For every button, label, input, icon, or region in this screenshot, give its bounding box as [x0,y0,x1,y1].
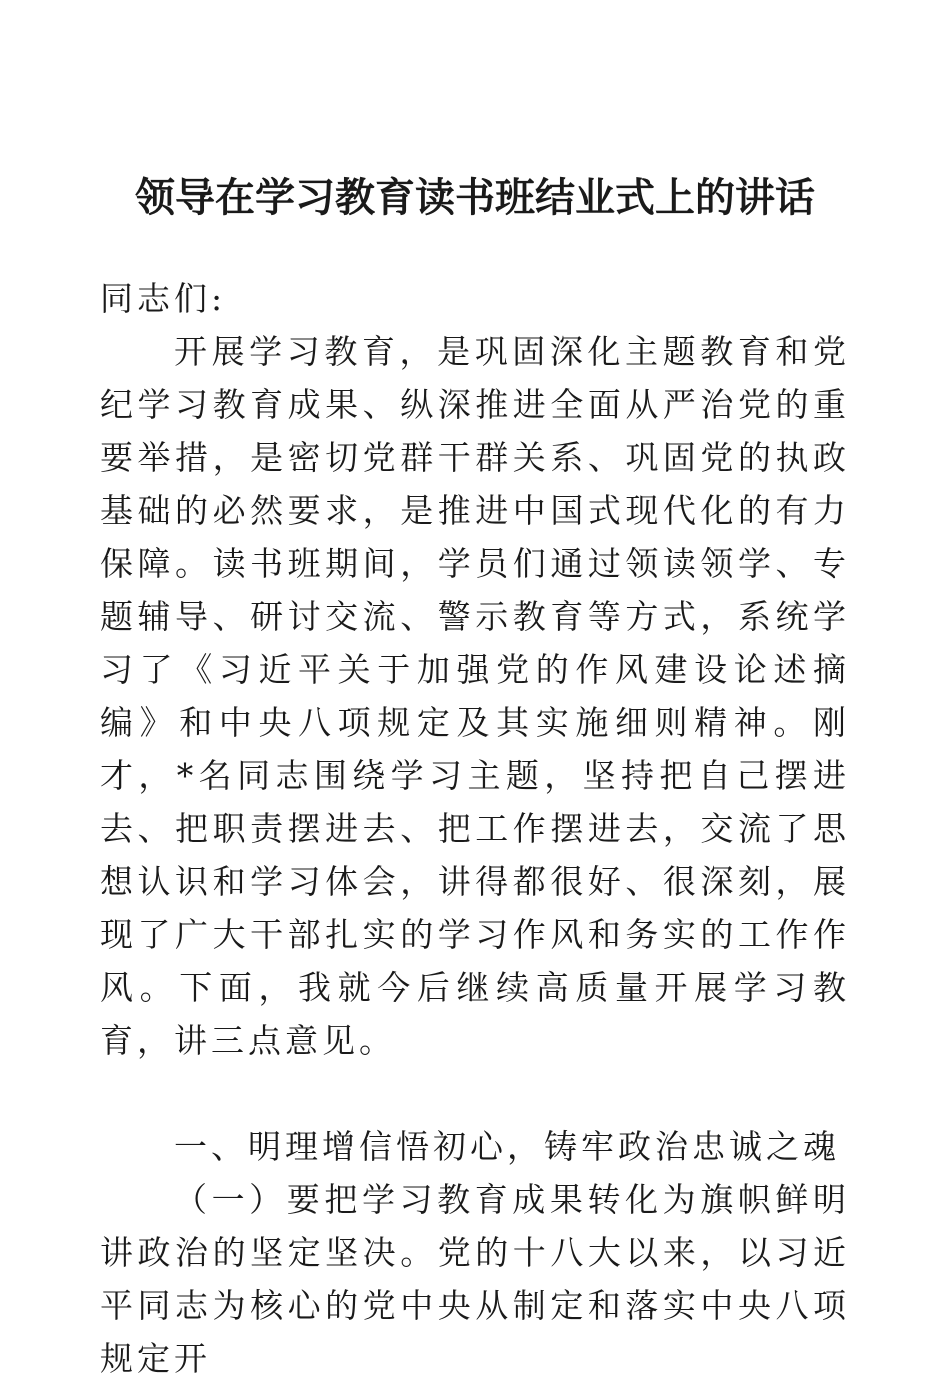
body-paragraph: 开展学习教育，是巩固深化主题教育和党纪学习教育成果、纵深推进全面从严治党的重要举措，是密切党群干群关系、巩固党的执政基础的必然要求，是推进中国式现代化的有力保障。读书班期间，学员们通过领读领学、专题辅导、研讨交流、警示教育等方式，系统学习了《习近平关于加强党的作风建设论述摘编》和中央八项规定及其实施细则精神。刚才，*名同志围绕学习主题，坚持把自己摆进去、把职责摆进去、把工作摆进去，交流了思想认识和学习体会，讲得都很好、很深刻，展现了广大干部扎实的学习作风和务实的工作作风。下面，我就今后继续高质量开展学习教育，讲三点意见。 [100,332,850,1060]
paragraph-spacer [100,1067,850,1120]
subsection-paragraph: （一）要把学习教育成果转化为旗帜鲜明讲政治的坚定坚决。党的十八大以来，以习近平同志为核心的党中央从制定和落实中央八项规定开 [100,1180,850,1378]
salutation: 同志们: [100,279,227,318]
document-title: 领导在学习教育读书班结业式上的讲话 [135,174,815,221]
section-heading: 一、明理增信悟初心，铸牢政治忠诚之魂 [174,1127,840,1166]
document-body [100,272,850,1385]
